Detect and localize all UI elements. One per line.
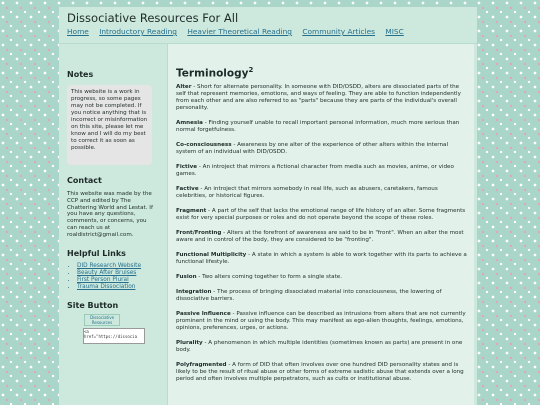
sidebar <box>59 44 163 405</box>
term-entry <box>176 142 468 156</box>
term-name: Factive <box>176 186 199 192</box>
contact-heading: Contact <box>67 176 102 185</box>
link-first-person-plural[interactable]: First Person Plural <box>77 277 129 283</box>
term-entry <box>176 252 468 266</box>
page-title-superscript: 2 <box>248 66 254 74</box>
list-item <box>77 270 141 277</box>
term-entry <box>176 164 468 178</box>
page-title-text: Terminology <box>176 67 249 80</box>
term-entry <box>176 289 468 303</box>
link-beauty-after-bruises[interactable]: Beauty After Bruises <box>77 270 137 276</box>
term-name: Alter <box>176 84 192 90</box>
term-entry <box>176 186 468 200</box>
term-name: Fictive <box>176 164 198 170</box>
list-item <box>77 263 141 270</box>
term-name: Fusion <box>176 274 197 280</box>
nav-heavier-theoretical-reading-link[interactable]: Heavier Theoretical Reading <box>187 27 292 36</box>
term-entry <box>176 311 468 332</box>
helpful-links-heading: Helpful Links <box>67 249 126 258</box>
term-entry <box>176 340 468 354</box>
term-entry <box>176 230 468 244</box>
link-trauma-dissociation[interactable]: Trauma Dissociation <box>77 284 136 290</box>
main-nav <box>67 27 412 36</box>
main-content <box>167 44 474 405</box>
notes-heading: Notes <box>67 70 94 79</box>
term-name: Integration <box>176 289 212 295</box>
site-button-code-field[interactable]: <a href="https://dissocia <box>83 328 145 344</box>
term-definition: - The process of bringing dissociated material into consciousness, the lowering of dissociative barriers. <box>176 289 442 302</box>
term-entry <box>176 362 468 383</box>
site-button-badge[interactable]: Dissociative Resources <box>84 314 120 326</box>
term-definition: - Two alters coming together to form a single state. <box>196 274 343 280</box>
term-name: Polyfragmented <box>176 362 227 368</box>
term-name: Passive Influence <box>176 311 231 317</box>
term-definition: - An introject that mirrors somebody in real life, such as abusers, caretakers, famous celebrities, or historical figures. <box>176 186 438 199</box>
term-definition: - A part of the self that lacks the emotional range of life history of an alter. Some fragments exist for very special purposes or roles and do not operate beyond the scope of these roles. <box>176 208 466 221</box>
term-definition: - A form of DID that often involves over one hundred DID personality states and is likely to be the result of ritual abuse or other forms of extreme sadistic abuse that extends over a long period and often involves multiple perpetrators, such as cults or institutional abuse. <box>176 362 464 382</box>
term-entry <box>176 274 468 281</box>
term-name: Functional Multiplicity <box>176 252 247 258</box>
term-definition: - An introject that mirrors a fictional character from media such as movies, anime, or video games. <box>176 164 454 177</box>
term-entry <box>176 84 468 112</box>
term-definition: - Short for alternate personality. In someone with DID/OSDD, alters are dissociated parts of the self that represent memories, emotions, and ways of feeling. They are able to function independently from each other and are also referred to as "parts" because they are parts of the individual's overall personality. <box>176 84 461 111</box>
term-name: Amnesia <box>176 120 203 126</box>
term-definition: - Finding yourself unable to recall important personal information, much more serious than normal forgetfulness. <box>176 120 460 133</box>
helpful-links-list <box>67 263 141 291</box>
term-definition: - A phenomenon in which multiple identities (sometimes known as parts) are present in one body. <box>176 340 463 353</box>
site-header <box>59 7 477 44</box>
notes-box <box>67 85 152 165</box>
page-title <box>176 66 253 80</box>
term-name: Fragment <box>176 208 207 214</box>
notes-text: This website is a work in progress, so some pages may not be completed. If you notice anything that is incorrect or misinformation on this site, please let me know and I will do my best to correct it as soon as possible. <box>71 89 148 151</box>
term-name: Front/Fronting <box>176 230 222 236</box>
nav-introductory-reading-link[interactable]: Introductory Reading <box>99 27 177 36</box>
contact-text: This website was made by the CCP and edited by The Chattering World and Lestat. If you have any questions, comments, or concerns, you can reach us at roaldistrict@gmail.com. <box>67 191 153 238</box>
list-item <box>77 277 141 284</box>
link-did-research[interactable]: DID Research Website <box>77 263 142 269</box>
nav-community-articles-link[interactable]: Community Articles <box>302 27 376 36</box>
terminology-list <box>176 84 468 391</box>
list-item <box>77 284 141 291</box>
site-title: Dissociative Resources For All <box>67 11 239 25</box>
nav-misc-link[interactable]: MISC <box>385 27 404 36</box>
term-name: Plurality <box>176 340 203 346</box>
term-definition: - A state in which a system is able to work together with its parts to achieve a functional lifestyle. <box>176 252 467 265</box>
term-entry <box>176 208 468 222</box>
page-container <box>59 7 477 405</box>
term-definition: - Alters at the forefront of awareness are said to be in "front". When an alter the most aware and in control of the body, they are considered to be "fronting". <box>176 230 464 243</box>
term-name: Co-consciousness <box>176 142 232 148</box>
term-definition: - Awareness by one alter of the experience of other alters within the internal system of an individual with DID/OSDD. <box>176 142 449 155</box>
site-button-heading: Site Button <box>67 301 119 310</box>
term-definition: - Passive influence can be described as intrusions from alters that are not currently prominent in the mind or using the body. This may manifest as ego-alien thoughts, feelings, emotions, opinions, preferences, urges, or actions. <box>176 311 466 331</box>
nav-home-link[interactable]: Home <box>67 27 89 36</box>
term-entry <box>176 120 468 134</box>
